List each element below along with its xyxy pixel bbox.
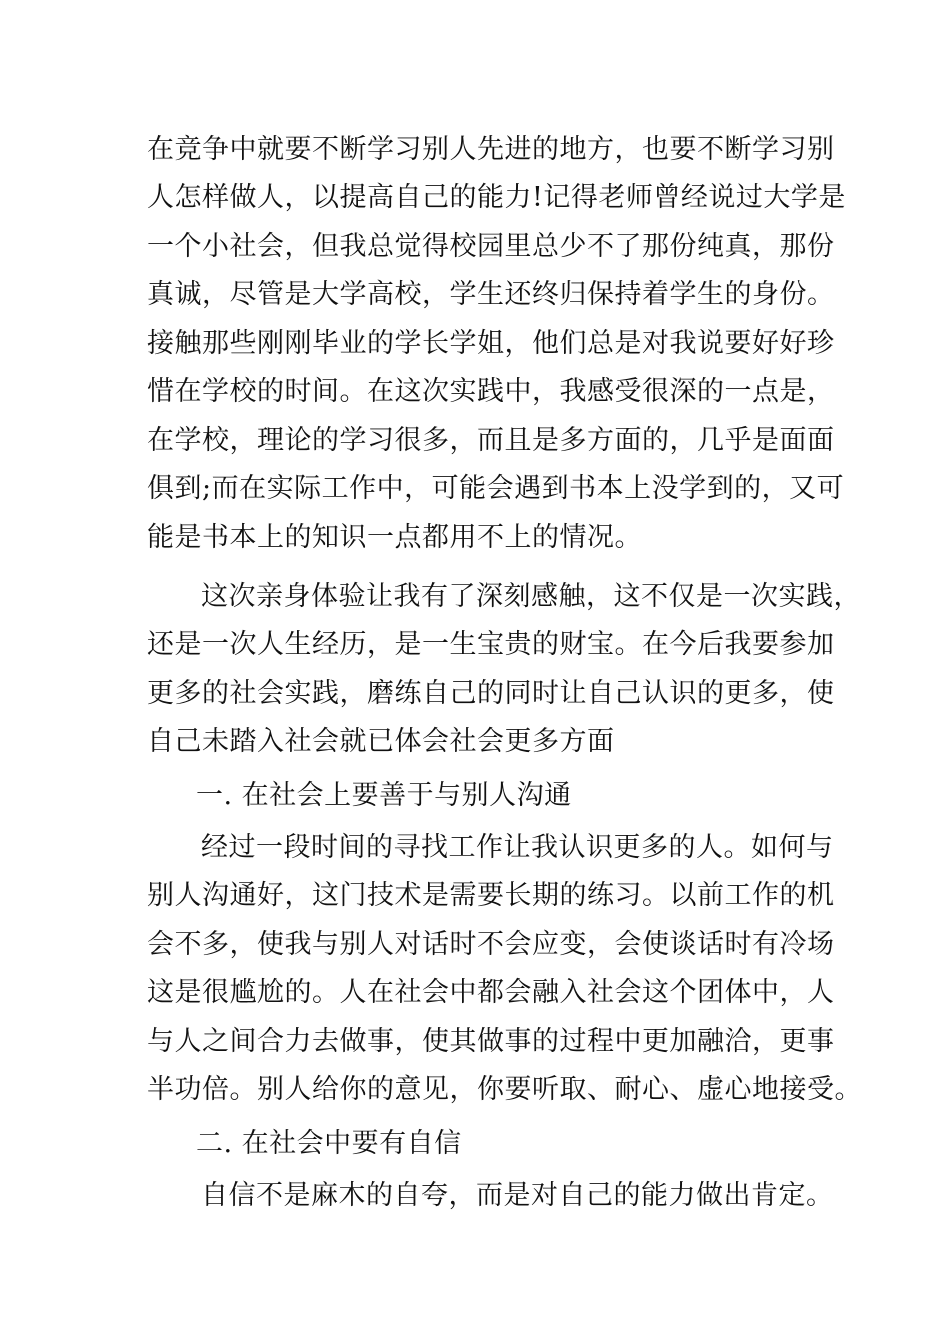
paragraph-line: 能是书本上的知识一点都用不上的情况。 xyxy=(147,522,642,553)
paragraph-line: 接触那些刚刚毕业的学长学姐，他们总是对我说要好好珍 xyxy=(147,328,835,359)
paragraph-line: 这次亲身体验让我有了深刻感触，这不仅是一次实践， xyxy=(201,581,861,612)
paragraph-line: 与人之间合力去做事，使其做事的过程中更加融洽，更事 xyxy=(147,1026,835,1057)
paragraph-line: 惜在学校的时间。在这次实践中，我感受很深的一点是， xyxy=(147,376,835,407)
paragraph-line: 自己未踏入社会就已体会社会更多方面 xyxy=(147,726,615,757)
paragraph-line: 一个小社会，但我总觉得校园里总少不了那份纯真，那份 xyxy=(147,231,835,262)
paragraph-line: 经过一段时间的寻找工作让我认识更多的人。如何与 xyxy=(201,832,834,863)
paragraph-line: 俱到;而在实际工作中，可能会遇到书本上没学到的，又可 xyxy=(147,473,845,504)
paragraph-line: 还是一次人生经历，是一生宝贵的财宝。在今后我要参加 xyxy=(147,629,835,660)
paragraph-line: 在学校，理论的学习很多，而且是多方面的，几乎是面面 xyxy=(147,425,835,456)
paragraph-line: 这是很尴尬的。人在社会中都会融入社会这个团体中，人 xyxy=(147,977,835,1008)
paragraph-line: 别人沟通好，这门技术是需要长期的练习。以前工作的机 xyxy=(147,880,835,911)
paragraph-line: 自信不是麻木的自夸，而是对自己的能力做出肯定。 xyxy=(201,1180,834,1211)
paragraph-line: 会不多，使我与别人对话时不会应变，会使谈话时有冷场 xyxy=(147,929,835,960)
section-heading: 一. 在社会上要善于与别人沟通 xyxy=(196,780,572,811)
paragraph-line: 真诚，尽管是大学高校，学生还终归保持着学生的身份。 xyxy=(147,279,835,310)
paragraph-line: 人怎样做人，以提高自己的能力!记得老师曾经说过大学是 xyxy=(147,182,846,213)
section-heading: 二. 在社会中要有自信 xyxy=(196,1128,462,1159)
paragraph-line: 在竞争中就要不断学习别人先进的地方，也要不断学习别 xyxy=(147,134,835,165)
paragraph-line: 更多的社会实践，磨练自己的同时让自己认识的更多，使 xyxy=(147,678,835,709)
paragraph-line: 半功倍。别人给你的意见，你要听取、耐心、虚心地接受。 xyxy=(147,1074,862,1105)
